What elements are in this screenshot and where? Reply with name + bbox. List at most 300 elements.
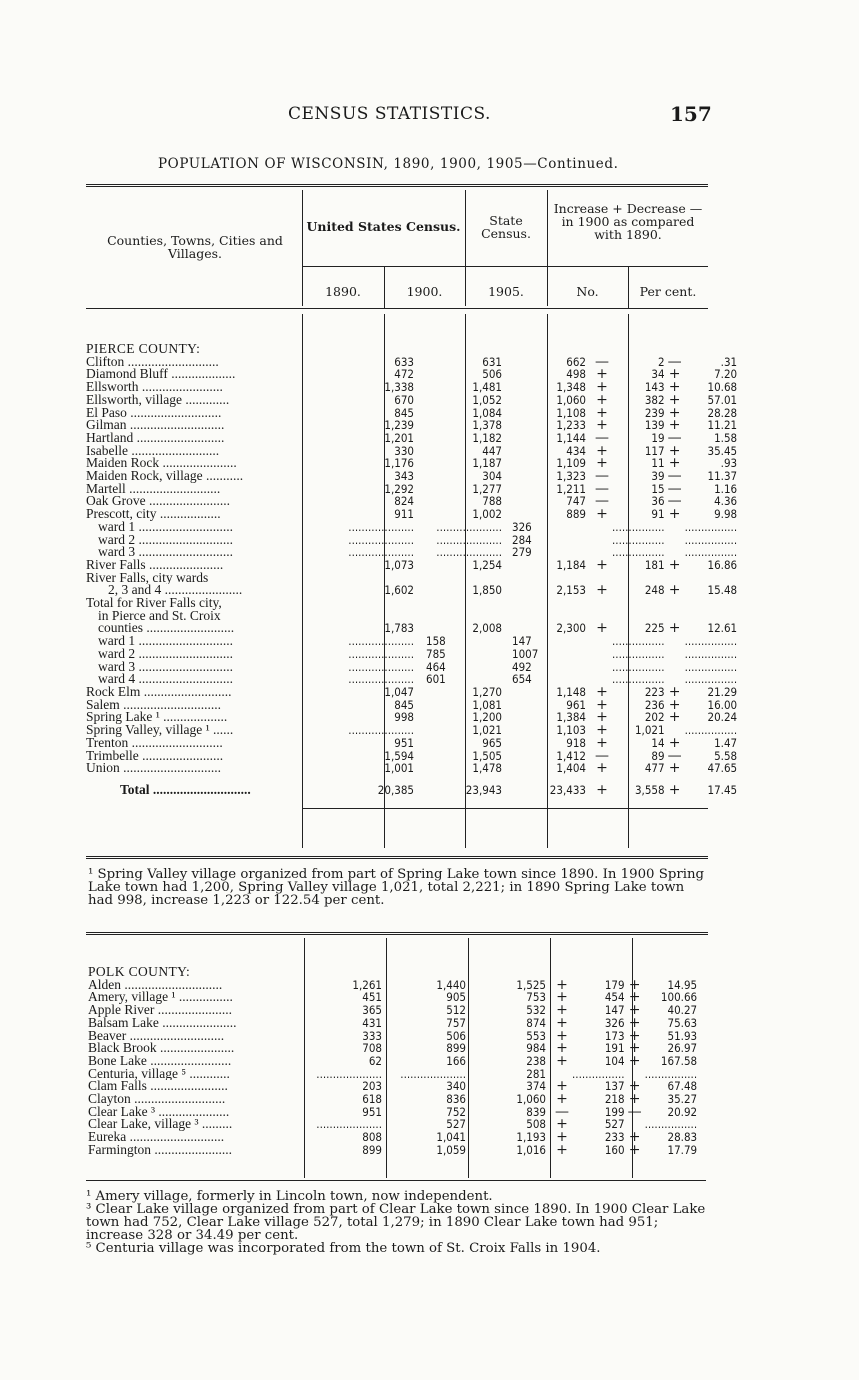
value-1905: 23,433 bbox=[549, 782, 586, 797]
change-percent bbox=[685, 597, 738, 610]
change-percent: ................ bbox=[684, 533, 738, 547]
percent-sign: — bbox=[667, 482, 682, 496]
table-row bbox=[86, 432, 737, 445]
value-1905: 1,323 bbox=[556, 470, 586, 483]
value-1890: 1,292 bbox=[384, 482, 414, 496]
change-percent: ................ bbox=[684, 724, 738, 737]
change-number: 39 bbox=[651, 470, 665, 483]
percent-sign: — bbox=[627, 1105, 642, 1119]
footnote-text: ¹ Spring Valley village organized from part of Spring Lake town since 1890. In 1900 Spring Lake town had 1,200, Spring Valley village 1,021, total 2,221; in 1890 Spring Lake town had 998, increase 1,223 or 122.54 per cent. bbox=[88, 867, 705, 908]
percent-sign: + bbox=[628, 1131, 641, 1144]
header-bottom-rule bbox=[86, 308, 708, 309]
row-label: Salem ............................. bbox=[86, 698, 221, 712]
percent-sign bbox=[665, 597, 685, 610]
value-1905: 1,211 bbox=[556, 482, 586, 496]
value-1890: 330 bbox=[394, 444, 414, 458]
value-1900: 905 bbox=[446, 991, 466, 1005]
change-percent bbox=[685, 610, 738, 623]
pierce-footnote bbox=[88, 868, 712, 907]
row-label: Oak Grove ........................ bbox=[86, 495, 230, 509]
value-1905: 889 bbox=[566, 508, 586, 521]
value-1905: 1,103 bbox=[556, 724, 586, 737]
change-percent: 17.79 bbox=[667, 1143, 698, 1157]
change-number: ................ bbox=[612, 647, 665, 661]
row-label: Eureka ............................ bbox=[88, 1131, 225, 1144]
polk-county-table bbox=[88, 966, 697, 1157]
value-1905: 284 bbox=[512, 533, 532, 547]
value-1900: 1,481 bbox=[472, 381, 502, 394]
table-row bbox=[88, 1068, 697, 1081]
table-row bbox=[88, 991, 697, 1004]
value-1905: 1,148 bbox=[556, 685, 586, 699]
row-label: Clear Lake ³ ..................... bbox=[88, 1105, 230, 1119]
change-percent: .93 bbox=[720, 457, 738, 471]
value-1890: .................... bbox=[348, 520, 414, 534]
value-1890: 951 bbox=[362, 1105, 382, 1119]
value-1905: 662 bbox=[566, 355, 586, 369]
row-label: ward 2 ............................ bbox=[98, 647, 233, 661]
change-sign: + bbox=[556, 978, 568, 992]
change-number: ................ bbox=[612, 533, 665, 547]
change-sign bbox=[592, 648, 612, 661]
value-1890: 808 bbox=[362, 1131, 382, 1144]
value-1905: 918 bbox=[566, 736, 586, 750]
change-sign bbox=[592, 635, 612, 648]
row-label: Amery, village ¹ ................ bbox=[88, 991, 233, 1005]
percent-sign bbox=[665, 724, 685, 737]
county-heading-row bbox=[86, 343, 737, 356]
value-1890: .................... bbox=[348, 673, 414, 686]
row-label: Martell ........................... bbox=[86, 482, 221, 496]
table-row bbox=[86, 572, 737, 585]
row-label: counties .......................... bbox=[98, 622, 235, 636]
change-sign: + bbox=[556, 1054, 568, 1068]
change-percent: ................ bbox=[684, 647, 738, 661]
change-sign: + bbox=[596, 724, 608, 737]
change-percent: ................ bbox=[644, 1067, 698, 1081]
change-sign: + bbox=[596, 393, 608, 407]
footnote-rule bbox=[86, 856, 708, 859]
value-1890: 845 bbox=[394, 698, 414, 712]
table-row bbox=[86, 394, 737, 407]
change-number: 218 bbox=[604, 1093, 625, 1106]
row-label: Diamond Bluff ................... bbox=[86, 368, 236, 382]
change-number: 143 bbox=[644, 381, 665, 394]
value-1900: 899 bbox=[446, 1042, 466, 1055]
table-row bbox=[86, 762, 737, 775]
percent-sign: + bbox=[668, 736, 681, 750]
table-row bbox=[86, 737, 737, 750]
row-label: Rock Elm .......................... bbox=[86, 685, 232, 699]
row-label: Maiden Rock ...................... bbox=[86, 457, 237, 471]
table-row bbox=[86, 686, 737, 699]
change-number bbox=[612, 572, 665, 585]
change-number: 117 bbox=[644, 444, 665, 458]
table-row bbox=[88, 1093, 697, 1106]
row-label: ward 1 ............................ bbox=[98, 635, 233, 648]
percent-sign bbox=[665, 572, 685, 585]
change-number: ................ bbox=[612, 660, 665, 674]
percent-sign: + bbox=[628, 1029, 641, 1043]
running-title: CENSUS STATISTICS. bbox=[288, 104, 491, 124]
row-label: Maiden Rock, village ........... bbox=[86, 470, 244, 483]
percent-sign: + bbox=[668, 406, 681, 420]
change-percent: ................ bbox=[644, 1118, 698, 1132]
change-sign: + bbox=[596, 584, 608, 598]
value-1905: 508 bbox=[526, 1118, 546, 1132]
change-sign: + bbox=[596, 444, 608, 458]
col-header-name: Counties, Towns, Cities and Villages. bbox=[107, 233, 283, 261]
value-1905: 1,060 bbox=[516, 1093, 546, 1106]
value-1890: 431 bbox=[362, 1016, 382, 1030]
col-header-change: Increase + Decrease — in 1900 as compared with 1890. bbox=[553, 201, 703, 242]
change-percent: 14.95 bbox=[667, 978, 698, 992]
total-row bbox=[86, 775, 737, 805]
table-row bbox=[86, 711, 737, 724]
value-1890: 633 bbox=[394, 355, 414, 369]
row-label: Clear Lake, village ³ ......... bbox=[88, 1118, 233, 1132]
value-1900: 836 bbox=[446, 1093, 466, 1106]
table-row bbox=[86, 648, 737, 661]
change-sign: + bbox=[596, 508, 608, 521]
table-row bbox=[88, 1080, 697, 1093]
table-row bbox=[88, 979, 697, 992]
change-percent: 12.61 bbox=[707, 622, 738, 636]
change-number: 191 bbox=[604, 1042, 625, 1055]
row-label: River Falls, city wards bbox=[86, 571, 209, 585]
change-sign: + bbox=[556, 991, 568, 1005]
change-sign bbox=[592, 597, 612, 610]
change-percent: ................ bbox=[684, 546, 738, 559]
change-percent: ................ bbox=[684, 520, 738, 534]
change-sign: + bbox=[596, 698, 608, 712]
change-percent: 10.68 bbox=[707, 381, 738, 394]
change-percent: ................ bbox=[684, 673, 738, 686]
change-number: ................ bbox=[572, 1067, 625, 1081]
table-row bbox=[86, 546, 737, 559]
value-1900: 752 bbox=[446, 1105, 466, 1119]
percent-sign: + bbox=[668, 419, 681, 432]
value-1890 bbox=[336, 610, 422, 623]
table-row bbox=[86, 673, 737, 686]
percent-sign bbox=[665, 648, 685, 661]
value-1905: 2,300 bbox=[556, 622, 586, 636]
value-1890: .................... bbox=[316, 1118, 382, 1132]
value-1905: 1,109 bbox=[556, 457, 586, 471]
percent-sign bbox=[665, 661, 685, 674]
change-percent: 20.24 bbox=[707, 711, 738, 725]
value-1900: 1,270 bbox=[472, 685, 502, 699]
value-1890: 333 bbox=[362, 1029, 382, 1043]
value-1900 bbox=[422, 610, 508, 623]
row-label: Spring Lake ¹ ................... bbox=[86, 711, 228, 725]
change-number: 89 bbox=[651, 749, 665, 763]
value-1900: 158 bbox=[426, 635, 446, 648]
change-number: 199 bbox=[604, 1105, 625, 1119]
value-1900: 1,002 bbox=[472, 508, 502, 521]
table-row bbox=[86, 724, 737, 737]
col-header-1890: 1890. bbox=[325, 284, 361, 299]
row-label: Total for River Falls city, bbox=[86, 597, 222, 610]
value-1905: 1,108 bbox=[556, 406, 586, 420]
value-1905: 839 bbox=[526, 1105, 546, 1119]
percent-sign: + bbox=[668, 393, 681, 407]
change-percent: 167.58 bbox=[660, 1054, 698, 1068]
value-1890: 899 bbox=[362, 1143, 382, 1157]
percent-sign bbox=[665, 673, 685, 686]
value-1900 bbox=[422, 597, 508, 610]
value-1905: 434 bbox=[566, 444, 586, 458]
change-percent: 57.01 bbox=[707, 393, 738, 407]
change-percent: 7.20 bbox=[714, 368, 738, 382]
percent-sign: + bbox=[628, 1080, 641, 1094]
value-1890: 1,073 bbox=[384, 558, 414, 572]
change-sign: + bbox=[556, 1080, 568, 1094]
value-1905: 1,184 bbox=[556, 558, 586, 572]
col-header-us-census: United States Census. bbox=[306, 219, 461, 234]
change-percent: 17.45 bbox=[707, 782, 738, 797]
change-sign: + bbox=[556, 1042, 568, 1055]
value-1890 bbox=[336, 572, 422, 585]
change-number: 236 bbox=[644, 698, 665, 712]
percent-sign: — bbox=[667, 749, 682, 763]
row-label: Clifton ........................... bbox=[86, 355, 219, 369]
value-1900: 788 bbox=[482, 495, 502, 509]
value-1905: 2,153 bbox=[556, 584, 586, 598]
change-number: 202 bbox=[644, 711, 665, 725]
table-row bbox=[88, 1055, 697, 1068]
row-label: Black Brook ...................... bbox=[88, 1042, 235, 1055]
value-1890: .................... bbox=[348, 546, 414, 559]
value-1890: .................... bbox=[348, 647, 414, 661]
row-label: Ellsworth, village ............. bbox=[86, 393, 230, 407]
percent-sign: + bbox=[628, 1093, 641, 1106]
pierce-county-table bbox=[86, 343, 737, 805]
col-header-no: No. bbox=[576, 284, 599, 299]
percent-sign: + bbox=[668, 457, 681, 471]
value-1905: 1,193 bbox=[516, 1131, 546, 1144]
value-1900: 512 bbox=[446, 1004, 466, 1017]
percent-sign: + bbox=[628, 1004, 641, 1017]
value-1905: 1,525 bbox=[516, 978, 546, 992]
value-1890: 1,602 bbox=[384, 584, 414, 598]
value-1900: 464 bbox=[426, 660, 446, 674]
table-row bbox=[86, 483, 737, 496]
table-row bbox=[86, 635, 737, 648]
change-number: 91 bbox=[651, 508, 665, 521]
percent-sign: + bbox=[668, 698, 681, 712]
row-label: Centuria, village ⁵ ............ bbox=[88, 1067, 230, 1081]
value-1905 bbox=[508, 572, 592, 585]
value-1900: .................... bbox=[436, 546, 502, 559]
value-1900: .................... bbox=[436, 533, 502, 547]
percent-sign bbox=[625, 1068, 645, 1081]
change-percent: 51.93 bbox=[667, 1029, 698, 1043]
value-1890: 20,385 bbox=[377, 782, 414, 797]
value-1900: 601 bbox=[426, 673, 446, 686]
table-row bbox=[88, 1017, 697, 1030]
value-1905: 498 bbox=[566, 368, 586, 382]
value-1900: 785 bbox=[426, 647, 446, 661]
change-percent: 1.58 bbox=[714, 431, 738, 445]
change-sign bbox=[592, 546, 612, 559]
percent-sign: — bbox=[667, 355, 682, 369]
change-number: 477 bbox=[644, 762, 665, 775]
change-number: 1,021 bbox=[634, 724, 665, 737]
percent-sign bbox=[665, 521, 685, 534]
table-row bbox=[86, 622, 737, 635]
table-row bbox=[88, 1106, 697, 1119]
row-label: Clayton ........................... bbox=[88, 1093, 226, 1106]
percent-sign: + bbox=[668, 368, 681, 382]
value-1905: 553 bbox=[526, 1029, 546, 1043]
value-1900: 1,052 bbox=[472, 393, 502, 407]
change-percent: 4.36 bbox=[714, 495, 738, 509]
value-1900: 1,200 bbox=[472, 711, 502, 725]
change-sign: + bbox=[556, 1143, 568, 1157]
change-number: 3,558 bbox=[634, 782, 665, 797]
value-1900: 1,084 bbox=[472, 406, 502, 420]
polk-top-rule bbox=[86, 932, 708, 935]
table-row bbox=[86, 584, 737, 597]
percent-sign: — bbox=[667, 431, 682, 445]
row-label: Clam Falls ....................... bbox=[88, 1080, 228, 1094]
value-1890: 1,047 bbox=[384, 685, 414, 699]
table-row bbox=[86, 597, 737, 610]
value-1890: .................... bbox=[348, 660, 414, 674]
row-label: Total ............................. bbox=[120, 781, 251, 797]
value-1900: 631 bbox=[482, 355, 502, 369]
change-number: 104 bbox=[604, 1054, 625, 1068]
value-1900: 1,021 bbox=[472, 724, 502, 737]
change-percent: 35.45 bbox=[707, 444, 738, 458]
percent-sign: + bbox=[668, 381, 681, 394]
value-1905: 753 bbox=[526, 991, 546, 1005]
value-1890: 911 bbox=[394, 508, 414, 521]
percent-sign: — bbox=[667, 495, 682, 509]
percent-sign: + bbox=[628, 1143, 641, 1157]
change-number: 233 bbox=[604, 1131, 625, 1144]
change-percent: ................ bbox=[684, 635, 738, 648]
row-label: Trenton ........................... bbox=[86, 736, 223, 750]
value-1905 bbox=[508, 610, 592, 623]
footnote-text: ¹ Amery village, formerly in Lincoln town, now independent. bbox=[86, 1189, 493, 1204]
table-row bbox=[86, 750, 737, 763]
percent-sign: + bbox=[668, 444, 681, 458]
percent-sign: + bbox=[628, 991, 641, 1005]
row-label: River Falls ...................... bbox=[86, 558, 224, 572]
percent-sign bbox=[625, 1118, 645, 1131]
value-1900: 506 bbox=[446, 1029, 466, 1043]
value-1890: 451 bbox=[362, 991, 382, 1005]
table-row bbox=[86, 661, 737, 674]
change-sign bbox=[592, 661, 612, 674]
table-row bbox=[88, 1144, 697, 1157]
value-1905: 961 bbox=[566, 698, 586, 712]
table-row bbox=[88, 1118, 697, 1131]
value-1905: 1007 bbox=[512, 647, 539, 661]
row-label: Beaver ............................ bbox=[88, 1029, 225, 1043]
value-1905: 279 bbox=[512, 546, 532, 559]
change-sign bbox=[592, 521, 612, 534]
value-1900: 506 bbox=[482, 368, 502, 382]
percent-sign: + bbox=[628, 1016, 641, 1030]
change-number: 223 bbox=[644, 685, 665, 699]
change-sign: + bbox=[596, 406, 608, 420]
value-1900: 447 bbox=[482, 444, 502, 458]
change-number bbox=[612, 597, 665, 610]
value-1900: 965 bbox=[482, 736, 502, 750]
value-1905: 492 bbox=[512, 660, 532, 674]
change-percent: 11.21 bbox=[707, 419, 738, 432]
change-sign: — bbox=[595, 495, 609, 509]
change-percent: 28.28 bbox=[707, 406, 738, 420]
running-head bbox=[0, 104, 859, 128]
row-label: Apple River ...................... bbox=[88, 1004, 232, 1017]
row-label: Trimbelle ........................ bbox=[86, 749, 224, 763]
table-row bbox=[86, 407, 737, 420]
table-row bbox=[86, 419, 737, 432]
row-label: Spring Valley, village ¹ ...... bbox=[86, 724, 234, 737]
value-1890: .................... bbox=[348, 533, 414, 547]
change-percent: 1.16 bbox=[714, 482, 738, 496]
percent-sign: + bbox=[628, 1042, 641, 1055]
county-heading: PIERCE COUNTY: bbox=[86, 343, 201, 356]
value-1905: 1,144 bbox=[556, 431, 586, 445]
change-number: ................ bbox=[612, 546, 665, 559]
table-row bbox=[86, 610, 737, 623]
value-1890: .................... bbox=[348, 635, 414, 648]
percent-sign bbox=[665, 610, 685, 623]
county-heading-row bbox=[88, 966, 697, 979]
value-1890: 708 bbox=[362, 1042, 382, 1055]
col-header-per-cent: Per cent. bbox=[639, 284, 697, 299]
value-1890: .................... bbox=[316, 1067, 382, 1081]
change-number: 382 bbox=[644, 393, 665, 407]
value-1890: 1,176 bbox=[384, 457, 414, 471]
value-1905: 238 bbox=[526, 1054, 546, 1068]
change-percent: 1.47 bbox=[714, 736, 738, 750]
value-1900: 166 bbox=[446, 1054, 466, 1068]
value-1900: 1,254 bbox=[472, 558, 502, 572]
change-sign: + bbox=[556, 1118, 568, 1132]
row-label: Hartland .......................... bbox=[86, 431, 225, 445]
value-1905: 654 bbox=[512, 673, 532, 686]
percent-sign: + bbox=[668, 781, 681, 798]
table-row bbox=[86, 368, 737, 381]
value-1900: 1,041 bbox=[436, 1131, 466, 1144]
value-1890: 472 bbox=[394, 368, 414, 382]
value-1905: 747 bbox=[566, 495, 586, 509]
change-percent: 75.63 bbox=[667, 1016, 698, 1030]
change-number: 137 bbox=[604, 1080, 625, 1094]
change-percent: 100.66 bbox=[660, 991, 698, 1005]
change-percent: 9.98 bbox=[714, 508, 738, 521]
col-header-state-census: State Census. bbox=[481, 213, 531, 241]
table-row bbox=[86, 521, 737, 534]
value-1890 bbox=[336, 597, 422, 610]
percent-sign: + bbox=[668, 558, 681, 572]
change-number: 36 bbox=[651, 495, 665, 509]
polk-bottom-rule bbox=[86, 1180, 706, 1181]
value-1900: 1,440 bbox=[436, 978, 466, 992]
row-label: Alden ............................. bbox=[88, 978, 223, 992]
change-number: 147 bbox=[604, 1004, 625, 1017]
value-1905: 1,060 bbox=[556, 393, 586, 407]
percent-sign: + bbox=[628, 978, 641, 992]
value-1900: 1,187 bbox=[472, 457, 502, 471]
change-number: 19 bbox=[651, 431, 665, 445]
